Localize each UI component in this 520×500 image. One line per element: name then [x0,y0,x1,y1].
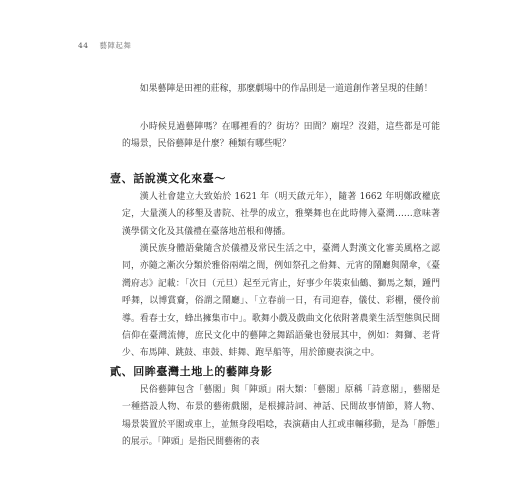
section-heading-2: 貳、回眸臺灣土地上的藝陣身影 [110,365,273,379]
paragraph-section2-1: 民俗藝陣包含「藝閣」與「陣頭」兩大類：「藝閣」原稱「詩意閣」，藝閣是一種搭設人物、布景的藝術戲閣，是根據詩詞、神話、民間故事情節，將人物、場景裝置於平閣或車上，並無身段唱唸，表演藉由人扛或車輛移動，是為「靜態」的展示。「陣頭」是指民間藝術的表 [122,384,440,448]
book-title: 藝陣起舞 [99,41,132,50]
paragraph-section1-2: 漢民族身體語彙隨含於儀禮及常民生活之中，臺灣人對漢文化審美風格之認同，亦隨之漸次分類於雅俗兩端之間，例如祭孔之佾舞、元宵的鬧廳與鬧傘，《臺灣府志》記載：「次日（元旦）起至元宵止，好事少年裝束仙鶴、獅馬之類，踵門呼舞，以博賞齎，俗謂之鬧廳」、「立春前一日，有司迎春，儀仗、彩棚，優伶前導。看春士女，蜂出擁集市中」。歌舞小戲及戲曲文化依附著農業生活型態與民間信仰在臺灣流傳，庶民文化中的藝陣之舞蹈語彙也發展其中，例如：舞獅、老背少、布馬陣、跳鼓、車鼓、蚌舞、跑旱船等，用於節慶表演之中。 [122,243,440,359]
paragraph-intro-2: 小時候見過藝陣嗎？在哪裡看的？街坊？田間？廟埕？沒錯，這些都是可能的場景，民俗藝陣是什麼？種類有哪些呢？ [122,121,440,150]
running-header [78,40,131,51]
section-heading-1: 壹、話說漢文化來臺～ [110,172,226,186]
page-number: 44 [78,41,89,50]
paragraph-section1-1: 漢人社會建立大致始於 1621 年（明天啟元年），隨著 1662 年明鄭政權底定，大量漢人的移墾及書院、社學的成立，雅樂舞也在此時傳入臺灣……意味著漢學儒文化及其儀禮在臺落地茁根和傳播。 [122,191,440,237]
paragraph-intro-1: 如果藝陣是田裡的莊稼，那麼劇場中的作品則是一道道創作著呈現的佳餚！ [139,83,433,94]
